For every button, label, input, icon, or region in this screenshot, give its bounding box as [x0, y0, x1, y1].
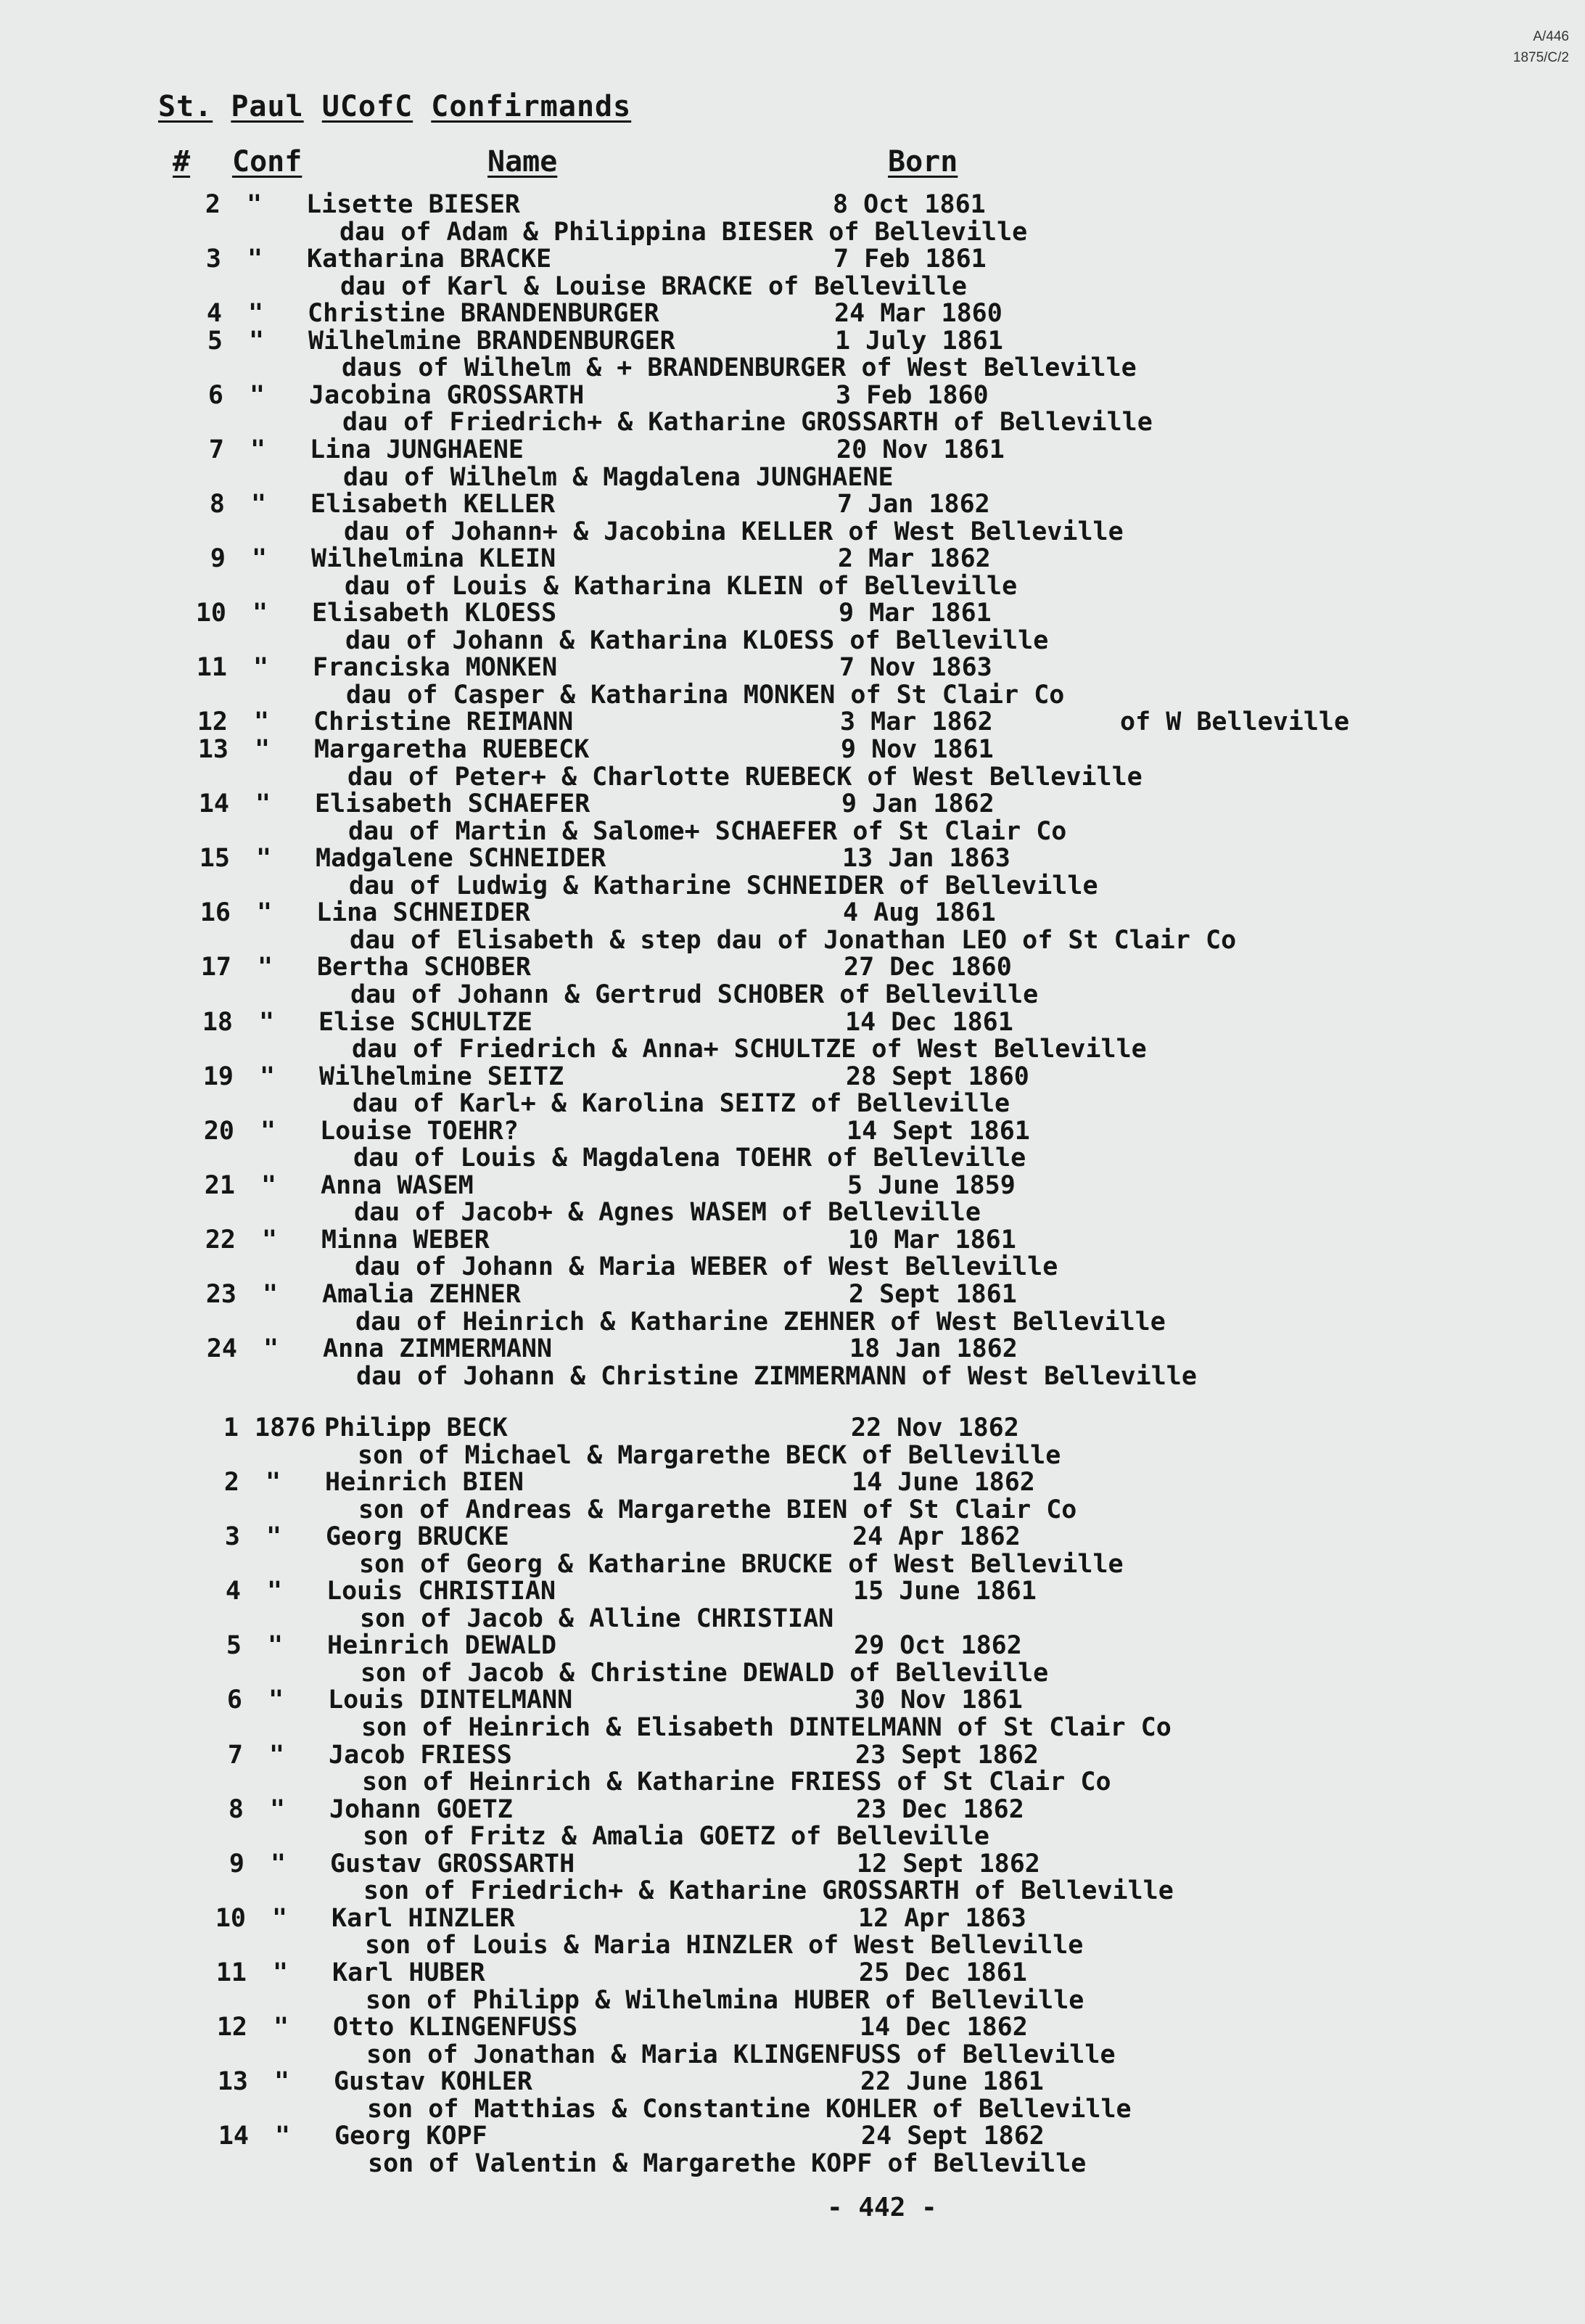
entry-row: [0, 1631, 1585, 1659]
entry-parents: son of Louis & Maria HINZLER of West Belleville: [365, 1931, 1084, 1960]
entry-conf: ": [266, 1522, 282, 1552]
entry-parents-row: [0, 871, 1585, 899]
entry-born: 13 Jan 1863: [842, 844, 1010, 874]
entry-born: 15 June 1861: [853, 1577, 1037, 1606]
entry-row: [0, 898, 1585, 926]
entry-conf: ": [270, 1794, 286, 1824]
entry-parents-row: [0, 1604, 1585, 1632]
entry-parents: dau of Johann & Maria WEBER of West Belleville: [355, 1252, 1058, 1282]
entry-row: [0, 735, 1585, 763]
entry-parents-row: [0, 817, 1585, 845]
entry-name: Margaretha RUEBECK: [314, 735, 590, 764]
entry-name: Karl HINZLER: [332, 1903, 515, 1933]
entry-row: [0, 1741, 1585, 1768]
header-conf: Conf: [232, 145, 302, 178]
entry-row: [0, 844, 1585, 874]
entry-conf: ": [268, 1685, 284, 1715]
entry-row: [0, 1795, 1585, 1823]
entry-conf: ": [268, 1631, 284, 1661]
entry-parents: son of Fritz & Amalia GOETZ of Belleville: [363, 1822, 989, 1852]
archive-reference: [1513, 26, 1569, 68]
entry-parents: dau of Martin & Salome+ SCHAEFER of St Clair Co: [348, 816, 1067, 846]
entry-conf: ": [252, 544, 268, 574]
entry-name: Lina SCHNEIDER: [316, 898, 531, 928]
entry-born: 14 June 1862: [852, 1468, 1035, 1498]
entry-born: 9 Mar 1861: [839, 599, 992, 628]
entry-name: Katharina BRACKE: [307, 245, 552, 274]
entry-parents: dau of Wilhelm & Magdalena JUNGHAENE: [343, 462, 894, 492]
entry-conf: ": [254, 707, 270, 737]
entry-parents-row: [0, 1495, 1585, 1523]
entry-row: [0, 435, 1585, 463]
entry-parents-row: [0, 1089, 1585, 1117]
entry-row: [0, 1958, 1585, 1986]
entry-parents-row: [0, 1986, 1585, 2013]
page-title: [158, 90, 631, 123]
entry-born: 24 Sept 1862: [861, 2122, 1045, 2151]
entry-number: 3: [224, 1522, 240, 1552]
entry-born: 9 Nov 1861: [841, 735, 994, 764]
entry-name: Karl HUBER: [332, 1958, 485, 1987]
entry-row: [0, 599, 1585, 626]
entry-born: 4 Aug 1861: [843, 898, 996, 928]
entry-number: 1: [223, 1413, 239, 1442]
entry-parents: son of Jonathan & Maria KLINGENFUSS of Belleville: [366, 2040, 1116, 2069]
entry-conf: ": [247, 190, 263, 219]
entry-born: 9 Jan 1862: [841, 789, 995, 819]
entry-row: [0, 1413, 1585, 1441]
entry-parents-row: [0, 926, 1585, 953]
entry-number: 13: [217, 2067, 248, 2097]
entry-row: [0, 190, 1585, 218]
entry-name: Jacobina GROSSARTH: [309, 380, 585, 410]
entry-row: [0, 2122, 1585, 2149]
entry-conf: ": [252, 599, 268, 628]
entry-born: 14 Dec 1862: [860, 2013, 1028, 2042]
entry-parents-row: [0, 1362, 1585, 1389]
entry-parents-row: [0, 2040, 1585, 2068]
entry-parents-row: [0, 1307, 1585, 1335]
entry-conf: ": [261, 1170, 277, 1200]
entry-born: 3 Feb 1860: [836, 380, 989, 410]
entry-row: [0, 544, 1585, 572]
entry-parents-row: [0, 1198, 1585, 1228]
entry-born: 7 Jan 1862: [837, 490, 990, 520]
entry-name: Franciska MONKEN: [313, 653, 558, 683]
entry-born: 8 Oct 1861: [833, 190, 986, 219]
entry-row: [0, 1280, 1585, 1307]
entry-parents: son of Jacob & Christine DEWALD of Belleville: [361, 1658, 1049, 1688]
entry-conf: ": [263, 1334, 279, 1364]
entry-name: Christine REIMANN: [313, 707, 574, 737]
entry-name: Anna WASEM: [321, 1170, 474, 1200]
entry-conf: ": [253, 653, 269, 683]
entry-row: [0, 1904, 1585, 1931]
entry-born: 7 Nov 1863: [839, 653, 992, 683]
entry-number: 11: [196, 653, 227, 683]
entry-conf: ": [269, 1740, 285, 1770]
entry-conf: ": [255, 789, 271, 819]
entry-conf: ": [258, 953, 273, 982]
entry-born: 30 Nov 1861: [855, 1685, 1023, 1715]
entry-parents: son of Georg & Katharine BRUCKE of West Belleville: [359, 1549, 1124, 1579]
entry-name: Amalia ZEHNER: [322, 1280, 521, 1309]
entry-conf: ": [275, 2122, 291, 2151]
entry-name: Wilhelmine BRANDENBURGER: [308, 326, 675, 356]
entry-parents-row: [0, 272, 1585, 300]
entry-name: Madgalene SCHNEIDER: [316, 844, 606, 874]
entry-row: [0, 1522, 1585, 1550]
entry-conf: ": [259, 1007, 275, 1037]
entry-born: 7 Feb 1861: [833, 245, 987, 274]
entry-parents-row: [0, 408, 1585, 438]
entry-parents: son of Philipp & Wilhelmina HUBER of Belleville: [366, 1985, 1084, 2015]
entry-number: 22: [205, 1225, 236, 1255]
entry-number: 9: [229, 1849, 244, 1879]
entry-number: 17: [200, 953, 231, 982]
entry-born: 24 Mar 1860: [834, 299, 1003, 329]
entry-born: 12 Sept 1862: [857, 1849, 1040, 1879]
entry-parents: son of Jacob & Alline CHRISTIAN: [360, 1604, 834, 1633]
entry-row: [0, 1171, 1585, 1199]
entry-row: [0, 2067, 1585, 2095]
entry-number: 7: [208, 435, 224, 464]
entry-parents: son of Friedrich+ & Katharine GROSSARTH of Belleville: [363, 1876, 1174, 1906]
entry-number: 9: [210, 544, 226, 574]
entry-parents-row: [0, 572, 1585, 599]
entry-name: Minna WEBER: [321, 1225, 490, 1255]
entry-number: 2: [223, 1468, 239, 1498]
entry-parents: dau of Johann & Katharina KLOESS of Belleville: [345, 625, 1049, 655]
entry-parents: dau of Louis & Katharina KLEIN of Belleville: [345, 571, 1018, 601]
entry-parents-row: [0, 1659, 1585, 1686]
entry-conf: ": [263, 1280, 279, 1309]
entry-row: [0, 953, 1585, 980]
entry-parents-row: [0, 763, 1585, 790]
entry-parents: daus of Wilhelm & + BRANDENBURGER of West Belleville: [342, 353, 1137, 383]
entry-number: 10: [195, 599, 226, 628]
entry-born: 12 Apr 1863: [858, 1903, 1026, 1933]
entry-born: 29 Oct 1862: [854, 1631, 1022, 1661]
entry-number: 5: [207, 326, 223, 356]
entry-born: 18 Jan 1862: [849, 1334, 1018, 1364]
entry-parents: dau of Jacob+ & Agnes WASEM of Belleville: [354, 1198, 981, 1228]
page-number: - 442 -: [827, 2193, 937, 2222]
entry-born: 2 Sept 1861: [849, 1280, 1017, 1309]
entry-row: [0, 1062, 1585, 1090]
entry-parents-row: [0, 1035, 1585, 1062]
entry-parents-row: [0, 1822, 1585, 1852]
entry-parents-row: [0, 626, 1585, 654]
title-word: St.: [158, 90, 213, 123]
entry-parents-row: [0, 2095, 1585, 2122]
entry-number: 24: [206, 1334, 237, 1364]
entry-born: 3 Mar 1862: [840, 707, 993, 737]
entry-name: Elise SCHULTZE: [318, 1007, 533, 1037]
entry-born: 25 Dec 1861: [859, 1958, 1027, 1987]
entry-parents: dau of Heinrich & Katharine ZEHNER of West Belleville: [355, 1307, 1166, 1336]
title-word: Confirmands: [431, 90, 632, 123]
entry-row: [0, 707, 1585, 735]
entry-conf: ": [256, 844, 272, 874]
entry-conf: ": [271, 1849, 287, 1879]
entry-number: 14: [218, 2122, 249, 2151]
entry-parents-row: [0, 1713, 1585, 1741]
entry-row: [0, 653, 1585, 681]
entry-conf: ": [257, 898, 273, 928]
entry-name: Elisabeth KLOESS: [312, 599, 557, 628]
entry-born: 20 Nov 1861: [836, 435, 1005, 464]
entry-name: Christine BRANDENBURGER: [308, 299, 659, 329]
entry-row: [0, 381, 1585, 408]
entry-conf: ": [267, 1577, 283, 1606]
entry-name: Bertha SCHOBER: [317, 953, 532, 982]
header-number: #: [173, 145, 191, 178]
entry-parents: son of Matthias & Constantine KOHLER of Belleville: [367, 2094, 1132, 2124]
entry-born: 1 July 1861: [835, 326, 1003, 356]
entry-row: [0, 1468, 1585, 1498]
reference-line-1: A/446: [1533, 29, 1569, 44]
entry-parents-row: [0, 1252, 1585, 1280]
entry-name: Louis CHRISTIAN: [326, 1577, 556, 1606]
entry-row: [0, 1577, 1585, 1604]
entry-number: 12: [216, 2013, 247, 2042]
entry-conf: ": [255, 735, 271, 764]
entry-name: Heinrich BIEN: [325, 1468, 524, 1498]
entry-parents: dau of Elisabeth & step dau of Jonathan LEO of St Clair Co: [350, 925, 1237, 955]
entry-parents-row: [0, 2149, 1585, 2177]
entry-row: [0, 1334, 1585, 1362]
entry-number: 10: [215, 1903, 246, 1933]
entry-born: 22 Nov 1862: [851, 1413, 1019, 1442]
entry-number: 14: [198, 789, 229, 819]
entry-parents-row: [0, 1876, 1585, 1904]
entry-conf: ": [248, 299, 264, 329]
entry-parents-row: [0, 1143, 1585, 1171]
entry-parents: dau of Adam & Philippina BIESER of Belleville: [339, 217, 1028, 247]
entry-conf: 1876: [255, 1413, 316, 1442]
entry-born: 28 Sept 1860: [846, 1062, 1029, 1091]
entry-name: Gustav GROSSARTH: [330, 1849, 575, 1879]
entry-parents: dau of Johann & Gertrud SCHOBER of Belleville: [350, 980, 1039, 1009]
entry-parents-row: [0, 463, 1585, 490]
entry-number: 5: [226, 1631, 242, 1661]
entry-note: of W Belleville: [1120, 707, 1350, 737]
entry-born: 14 Dec 1861: [845, 1007, 1013, 1037]
entry-conf: ": [260, 1062, 276, 1091]
reference-line-2: 1875/C/2: [1512, 50, 1569, 65]
entry-parents-row: [0, 1441, 1585, 1469]
entry-number: 3: [205, 245, 221, 274]
entry-parents-row: [0, 1767, 1585, 1795]
entry-name: Elisabeth KELLER: [310, 490, 556, 520]
entry-row: [0, 1225, 1585, 1253]
entry-parents: dau of Casper & Katharina MONKEN of St Clair Co: [346, 680, 1065, 710]
entry-born: 10 Mar 1861: [848, 1225, 1016, 1255]
entry-parents-row: [0, 218, 1585, 245]
entry-name: Lisette BIESER: [306, 190, 521, 219]
entry-born: 2 Mar 1862: [838, 544, 991, 574]
entry-number: 20: [203, 1116, 234, 1146]
entry-conf: ": [273, 2013, 289, 2042]
entry-born: 22 June 1861: [860, 2067, 1044, 2097]
entry-name: Elisabeth SCHAEFER: [315, 789, 590, 819]
entry-parents-row: [0, 980, 1585, 1008]
entry-row: [0, 1849, 1585, 1877]
entry-parents-row: [0, 1550, 1585, 1577]
entry-conf: ": [247, 245, 263, 274]
entry-number: 16: [199, 898, 231, 928]
entry-parents: son of Michael & Margarethe BECK of Belleville: [358, 1440, 1061, 1470]
entry-conf: ": [272, 1903, 288, 1933]
entry-name: Louis DINTELMANN: [328, 1685, 573, 1715]
entry-born: 24 Apr 1862: [852, 1522, 1021, 1552]
entry-parents: dau of Johann+ & Jacobina KELLER of West Belleville: [344, 517, 1124, 546]
entry-number: 12: [197, 707, 228, 737]
entry-parents-row: [0, 1931, 1585, 1958]
entry-parents: son of Heinrich & Katharine FRIESS of St Clair Co: [362, 1767, 1111, 1797]
header-born: Born: [888, 145, 958, 178]
entry-row: [0, 2013, 1585, 2040]
entry-row: [0, 490, 1585, 520]
entry-number: 13: [197, 735, 229, 764]
entry-born: 27 Dec 1860: [844, 953, 1012, 982]
entry-parents: dau of Friedrich & Anna+ SCHULTZE of West Belleville: [352, 1035, 1147, 1064]
entry-parents-row: [0, 353, 1585, 381]
entry-number: 18: [202, 1007, 233, 1037]
entry-name: Otto KLINGENFUSS: [333, 2013, 578, 2042]
entry-conf: ": [262, 1225, 278, 1255]
entry-number: 6: [207, 380, 223, 410]
entry-name: Lina JUNGHAENE: [310, 435, 524, 464]
title-word: UCofC: [321, 90, 413, 123]
entry-conf: ": [265, 1468, 281, 1498]
entry-number: 2: [205, 190, 221, 219]
entry-number: 7: [227, 1740, 243, 1770]
entry-number: 23: [205, 1280, 236, 1309]
entry-conf: ": [250, 380, 265, 410]
entry-parents: dau of Friedrich+ & Katharine GROSSARTH of Belleville: [342, 408, 1153, 438]
entry-row: [0, 789, 1585, 817]
entry-parents-row: [0, 517, 1585, 545]
entry-name: Philipp BECK: [324, 1413, 508, 1442]
entry-conf: ": [250, 435, 266, 464]
entry-born: 23 Sept 1862: [855, 1740, 1039, 1770]
entry-parents: son of Andreas & Margarethe BIEN of St Clair Co: [358, 1495, 1077, 1524]
entry-number: 21: [204, 1170, 235, 1200]
entry-name: Heinrich DEWALD: [327, 1631, 557, 1661]
entry-row: [0, 327, 1585, 354]
entry-name: Johann GOETZ: [329, 1794, 513, 1824]
entry-born: 23 Dec 1862: [856, 1794, 1024, 1824]
entry-number: 4: [225, 1577, 241, 1606]
entry-row: [0, 245, 1585, 272]
entry-row: [0, 1685, 1585, 1713]
entry-number: 11: [215, 1958, 247, 1987]
entry-conf: ": [273, 1958, 289, 1987]
entry-conf: ": [251, 490, 267, 520]
entry-number: 19: [202, 1062, 234, 1091]
entry-parents: dau of Ludwig & Katharine SCHNEIDER of Belleville: [349, 871, 1098, 900]
entry-parents: dau of Karl & Louise BRACKE of Belleville: [340, 271, 967, 301]
entry-row: [0, 1117, 1585, 1144]
entry-parents: dau of Karl+ & Karolina SEITZ of Belleville: [353, 1089, 1010, 1119]
entry-number: 6: [226, 1685, 242, 1715]
entry-name: Anna ZIMMERMANN: [323, 1334, 553, 1364]
header-name: Name: [487, 145, 558, 178]
entry-parents: dau of Johann & Christine ZIMMERMANN of West Belleville: [356, 1361, 1197, 1391]
entry-number: 8: [209, 490, 225, 520]
entry-conf: ": [249, 326, 265, 356]
entry-name: Wilhelmine SEITZ: [319, 1062, 564, 1091]
entry-parents: dau of Peter+ & Charlotte RUEBECK of West Belleville: [347, 762, 1143, 792]
entry-name: Wilhelmina KLEIN: [311, 544, 556, 574]
entry-row: [0, 1008, 1585, 1035]
entry-name: Louise TOEHR?: [320, 1116, 519, 1146]
entry-conf: ": [274, 2067, 290, 2097]
entry-born: 14 Sept 1861: [847, 1116, 1030, 1146]
entry-parents: dau of Louis & Magdalena TOEHR of Belleville: [353, 1143, 1026, 1173]
entry-number: 15: [199, 844, 230, 874]
entry-row: [0, 299, 1585, 327]
entry-parents: son of Valentin & Margarethe KOPF of Belleville: [368, 2148, 1087, 2178]
entry-conf: ": [260, 1116, 276, 1146]
entry-born: 5 June 1859: [847, 1170, 1016, 1200]
entry-name: Georg BRUCKE: [326, 1522, 509, 1552]
entry-number: 4: [206, 299, 222, 329]
entry-parents-row: [0, 681, 1585, 708]
entry-number: 8: [228, 1794, 244, 1824]
entry-name: Jacob FRIESS: [329, 1740, 512, 1770]
entry-name: Gustav KOHLER: [334, 2067, 532, 2097]
entry-parents: son of Heinrich & Elisabeth DINTELMANN of St Clair Co: [361, 1713, 1172, 1743]
entry-name: Georg KOPF: [334, 2122, 487, 2151]
title-word: Paul: [231, 90, 304, 123]
